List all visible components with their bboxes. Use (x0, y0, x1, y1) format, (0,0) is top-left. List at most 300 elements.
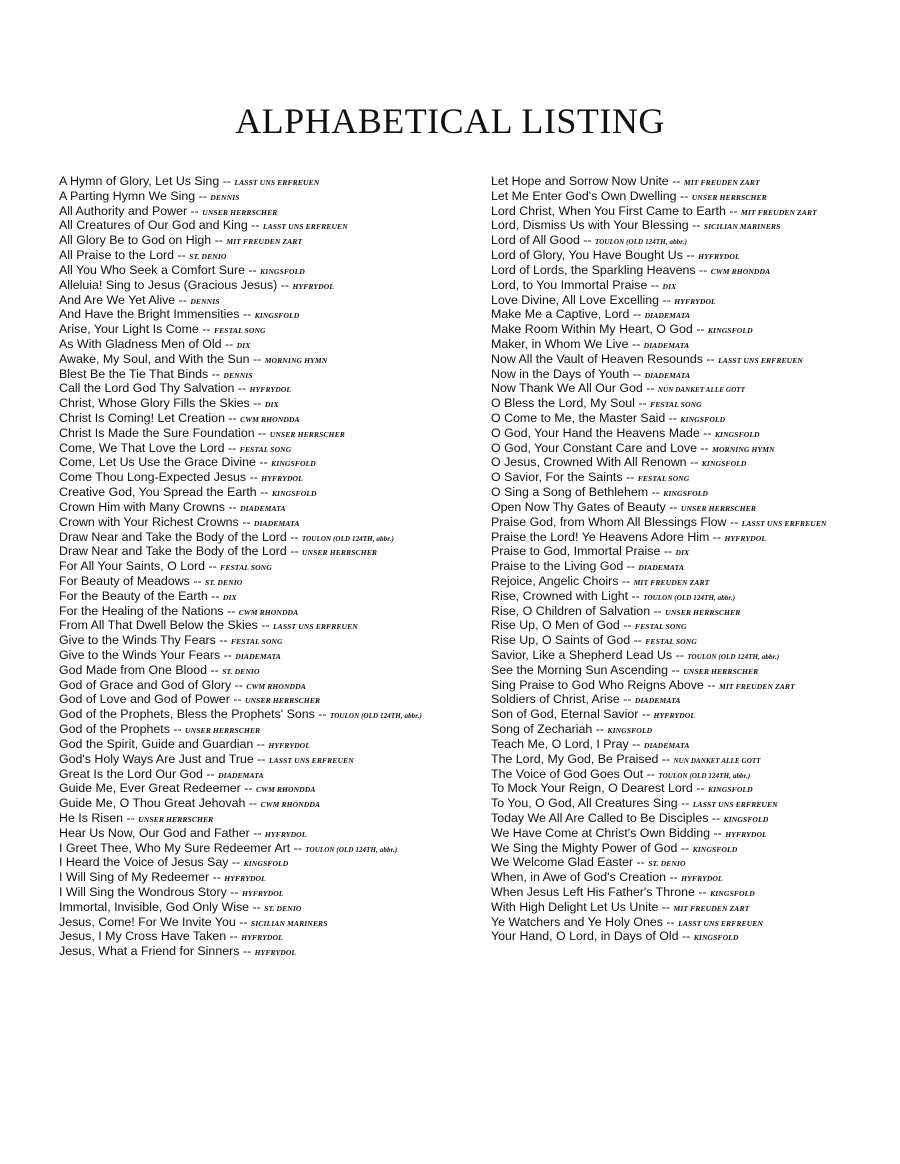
hymn-entry (491, 470, 891, 485)
separator-dashes: -- (579, 233, 595, 248)
hymn-title: To You, O God, All Creatures Sing (491, 796, 678, 811)
hymn-entry (59, 470, 469, 485)
separator-dashes: -- (226, 929, 242, 944)
hymn-title: Christ Is Made the Sure Foundation (59, 425, 255, 440)
hymn-title: Make Room Within My Heart, O God (491, 322, 693, 337)
separator-dashes: -- (211, 233, 227, 248)
hymn-title: Crown with Your Richest Crowns (59, 514, 239, 529)
hymn-entry (491, 826, 891, 841)
tune-name: UNSER HERRSCHER (138, 814, 214, 824)
hymn-title: God the Spirit, Guide and Guardian (59, 736, 254, 751)
tune-name: CWM RHONDDA (260, 800, 321, 810)
hymn-entry (59, 381, 469, 396)
separator-dashes: -- (187, 203, 203, 218)
tune-name: HYFRYDOL (261, 474, 303, 484)
tune-name: HYFRYDOL (264, 829, 307, 839)
hymn-entry (491, 737, 891, 752)
separator-dashes: -- (662, 914, 679, 929)
hymn-entry (59, 263, 469, 278)
tune-name: FESTAL SONG (637, 474, 690, 484)
hymn-title: I Heard the Voice of Jesus Say (59, 855, 229, 870)
tune-name: DIADEMATA (218, 770, 264, 780)
separator-dashes: -- (699, 425, 715, 440)
hymn-entry (59, 870, 469, 885)
tune-name: DIADEMATA (643, 740, 690, 750)
hymn-entry (59, 218, 469, 233)
hymn-title: God of Love and God of Power (59, 692, 230, 707)
separator-dashes: -- (634, 396, 651, 411)
separator-dashes: -- (253, 751, 269, 766)
tune-name: MIT FREUDEN ZART (740, 207, 817, 217)
separator-dashes: -- (692, 781, 708, 796)
hymn-title: Christ Is Coming! Let Creation (59, 411, 225, 425)
hymn-title: Love Divine, All Love Excelling (491, 292, 660, 307)
hymn-entry (491, 855, 891, 870)
hymn-entry (491, 915, 891, 930)
separator-dashes: -- (677, 840, 693, 855)
hymn-title: From All That Dwell Below the Skies (59, 618, 258, 633)
hymn-entry (59, 293, 469, 308)
separator-dashes: -- (694, 885, 711, 899)
hymn-entry (491, 278, 891, 293)
separator-dashes: -- (253, 736, 269, 751)
hymn-title: We Have Come at Christ's Own Bidding (491, 825, 711, 840)
hymn-entry (59, 411, 469, 426)
hymn-entry (491, 692, 891, 707)
tune-name: ST. DENIO (264, 903, 302, 913)
hymn-title: We Sing the Mighty Power of God (491, 840, 678, 855)
hymn-title: I Will Sing of My Redeemer (59, 870, 210, 885)
tune-name: HYFRYDOL (292, 281, 335, 291)
separator-dashes: -- (247, 218, 263, 233)
hymn-title: Praise God, from Whom All Blessings Flow (491, 514, 727, 529)
tune-name: MIT FREUDEN ZART (226, 237, 303, 247)
separator-dashes: -- (629, 307, 645, 322)
hymn-title: Lord of Lords, the Sparkling Heavens (491, 262, 696, 277)
hymn-entry (491, 796, 891, 811)
tune-name: ST. DENIO (222, 666, 260, 676)
hymn-title: We Welcome Glad Easter (491, 855, 634, 870)
hymn-entry (491, 663, 891, 678)
tune-name: CWM RHONDDA (255, 785, 316, 795)
hymn-entry (491, 781, 891, 796)
separator-dashes: -- (235, 914, 251, 929)
tune-name: KINGSFOLD (723, 814, 769, 824)
separator-dashes: -- (622, 470, 638, 485)
hymn-title: A Parting Hymn We Sing (59, 188, 196, 203)
hymn-title: Song of Zechariah (491, 722, 593, 737)
tune-name: DIADEMATA (240, 503, 286, 513)
separator-dashes: -- (692, 322, 708, 337)
tune-name: HYFRYDOL (241, 889, 284, 898)
hymn-title: Let Hope and Sorrow Now Unite (491, 174, 669, 188)
separator-dashes: -- (710, 825, 726, 840)
separator-dashes: -- (643, 766, 659, 781)
hymn-entry (491, 411, 891, 426)
hymn-entry (491, 929, 891, 944)
tune-name: FESTAL SONG (650, 400, 702, 410)
hymn-entry (59, 500, 469, 515)
separator-dashes: -- (665, 499, 681, 514)
hymn-title: When, in Awe of God's Creation (491, 870, 667, 885)
hymn-entry (59, 692, 469, 707)
hymn-entry (491, 811, 891, 826)
hymn-title: To Mock Your Reign, O Dearest Lord (491, 781, 693, 796)
hymn-title: And Are We Yet Alive (59, 292, 176, 307)
separator-dashes: -- (660, 544, 676, 559)
hymn-title: All Glory Be to God on High (59, 233, 212, 248)
hymn-entry (491, 455, 891, 470)
tune-name: LASST UNS ERFREUEN (692, 800, 778, 810)
separator-dashes: -- (175, 292, 191, 307)
hymn-entry (491, 530, 891, 545)
tune-name: DENNIS (223, 370, 253, 380)
separator-dashes: -- (592, 722, 608, 737)
hymn-entry (59, 189, 469, 204)
hymn-entry (491, 633, 891, 648)
separator-dashes: -- (195, 188, 211, 203)
tune-name: DIADEMATA (634, 696, 681, 706)
hymn-entry (491, 337, 891, 352)
hymn-title: Now in the Days of Youth (491, 366, 630, 381)
separator-dashes: -- (668, 662, 684, 677)
separator-dashes: -- (205, 559, 221, 574)
hymn-title: Rise, Crowned with Light (491, 588, 629, 603)
hymn-entry (59, 915, 469, 930)
hymn-entry (491, 381, 891, 396)
separator-dashes: -- (174, 248, 190, 263)
hymn-title: Come, Let Us Use the Grace Divine (59, 455, 256, 470)
hymn-entry (491, 307, 891, 322)
hymn-title: With High Delight Let Us Unite (491, 899, 659, 914)
hymn-title: Son of God, Eternal Savior (491, 707, 639, 722)
hymn-title: Arise, Your Light Is Come (59, 322, 199, 337)
hymn-title: Guide Me, O Thou Great Jehovah (59, 796, 246, 811)
hymn-entry (491, 870, 891, 885)
separator-dashes: -- (277, 277, 293, 292)
hymn-entry (59, 396, 469, 411)
tune-name: SICILIAN MARINERS (250, 918, 328, 928)
tune-name: DIADEMATA (644, 311, 691, 321)
hymn-title: Draw Near and Take the Body of the Lord (59, 529, 287, 544)
hymn-title: Your Hand, O Lord, in Days of Old (491, 929, 679, 944)
hymn-title: Come, We That Love the Lord (59, 440, 225, 455)
hymn-title: Jesus, Come! For We Invite You (59, 914, 236, 929)
hymn-title: God of the Prophets, Bless the Prophets' Sons (59, 707, 315, 722)
tune-name: KINGSFOLD (701, 459, 747, 469)
hymn-entry (491, 841, 891, 856)
tune-name: DIADEMATA (643, 340, 690, 350)
separator-dashes: -- (638, 707, 654, 722)
tune-name: LASST UNS ERFREUEN (678, 918, 764, 928)
hymn-entry (59, 426, 469, 441)
tune-name: HYFRYDOL (241, 933, 283, 943)
hymn-title: See the Morning Sun Ascending (491, 662, 669, 677)
separator-dashes: -- (658, 899, 674, 914)
hymn-title: Rise Up, O Saints of God (491, 633, 631, 648)
hymn-title: God of Grace and God of Glory (59, 677, 232, 692)
hymn-entry (59, 337, 469, 352)
hymn-entry (59, 929, 469, 944)
separator-dashes: -- (254, 425, 270, 440)
tune-name: CWM RHONDDA (240, 415, 300, 424)
hymn-entry (59, 737, 469, 752)
tune-name: LASST UNS ERFREUEN (234, 178, 320, 187)
separator-dashes: -- (202, 766, 219, 781)
hymn-title: The Lord, My God, Be Praised (491, 751, 659, 766)
tune-name: KINGSFOLD (714, 429, 760, 439)
hymn-title: O Come to Me, the Master Said (491, 411, 666, 425)
hymn-title: I Will Sing the Wondrous Story (59, 885, 227, 899)
hymn-entry (491, 204, 891, 219)
tune-name: KINGSFOLD (680, 415, 726, 424)
tune-name: UNSER HERRSCHER (691, 192, 767, 202)
tune-name: KINGSFOLD (271, 459, 316, 469)
tune-name: DENNIS (190, 296, 220, 306)
tune-name: LASST UNS ERFREUEN (718, 355, 803, 365)
tune-name: LASST UNS ERFREUEN (741, 518, 827, 528)
hymn-entry (491, 367, 891, 382)
tune-name: KINGSFOLD (693, 933, 739, 943)
hymn-entry (59, 767, 469, 782)
separator-dashes: -- (668, 174, 684, 188)
hymn-entry (59, 485, 469, 500)
hymn-entry (491, 618, 891, 633)
hymn-entry (491, 441, 891, 456)
hymn-entry (59, 441, 469, 456)
tune-name: UNSER HERRSCHER (269, 429, 345, 439)
tune-name: LASST UNS ERFREUEN (272, 622, 358, 632)
hymn-title: Praise to the Living God (491, 559, 624, 574)
separator-dashes: -- (623, 559, 639, 574)
separator-dashes: -- (688, 218, 704, 233)
separator-dashes: -- (215, 633, 231, 648)
tune-name: HYFRYDOL (674, 296, 716, 306)
hymn-title: God Made from One Blood (59, 662, 208, 677)
hymn-entry (491, 248, 891, 263)
hymn-title: Ye Watchers and Ye Holy Ones (491, 914, 663, 929)
hymn-entry (491, 604, 891, 619)
separator-dashes: -- (709, 529, 725, 544)
tune-name: FESTAL SONG (239, 444, 292, 454)
separator-dashes: -- (219, 174, 235, 188)
hymn-title: Praise the Lord! Ye Heavens Adore Him (491, 529, 710, 544)
hymn-title: O God, Your Hand the Heavens Made (491, 425, 700, 440)
tune-name: TOULON (OLD 124TH, abbr.) (305, 845, 398, 854)
tune-name: HYFRYDOL (653, 711, 696, 721)
hymn-entry (59, 796, 469, 811)
tune-name: TOULON (OLD 124TH, abbr.) (658, 771, 751, 780)
hymn-entry (491, 500, 891, 515)
tune-name: DIX (675, 548, 690, 558)
hymn-entry (59, 278, 469, 293)
hymn-entry (59, 204, 469, 219)
hymn-entry (59, 855, 469, 870)
separator-dashes: -- (246, 470, 262, 485)
hymn-entry (59, 648, 469, 663)
tune-name: UNSER HERRSCHER (185, 726, 261, 736)
hymn-title: Rejoice, Angelic Choirs (491, 573, 619, 588)
tune-name: LASST UNS ERFREUEN (268, 755, 354, 765)
hymn-title: Immortal, Invisible, God Only Wise (59, 899, 250, 914)
tune-name: LASST UNS ERFREUEN (262, 222, 348, 232)
tune-name: ST. DENIO (205, 577, 243, 587)
separator-dashes: -- (207, 588, 223, 603)
hymn-entry (491, 263, 891, 278)
tune-name: KINGSFOLD (607, 726, 653, 736)
hymn-title: Lord Christ, When You First Came to Earth (491, 203, 726, 218)
hymn-title: Rise, O Children of Salvation (491, 603, 651, 618)
tune-name: DENNIS (210, 192, 240, 202)
separator-dashes: -- (234, 381, 250, 396)
hymn-title: Alleluia! Sing to Jesus (Gracious Jesus) (59, 277, 278, 292)
separator-dashes: -- (255, 455, 272, 470)
separator-dashes: -- (630, 633, 646, 648)
separator-dashes: -- (642, 381, 658, 396)
hymn-title: All You Who Seek a Comfort Sure (59, 262, 245, 277)
hymn-entry (59, 233, 469, 248)
separator-dashes: -- (290, 840, 306, 855)
hymn-title: Soldiers of Christ, Arise (491, 692, 620, 707)
separator-dashes: -- (238, 514, 254, 529)
hymn-entry (59, 781, 469, 796)
tune-name: CWM RHONDDA (238, 607, 299, 617)
hymn-title: Great Is the Lord Our God (59, 766, 203, 781)
separator-dashes: -- (703, 677, 719, 692)
hymn-entry (491, 589, 891, 604)
separator-dashes: -- (208, 366, 224, 381)
hymn-entry (491, 885, 891, 900)
hymn-title: Lord of Glory, You Have Bought Us (491, 248, 683, 263)
hymn-title: Let Me Enter God's Own Dwelling (491, 188, 677, 203)
tune-name: NUN DANKET ALLE GOTT (657, 386, 745, 395)
hymn-title: Sing Praise to God Who Reigns Above (491, 677, 704, 692)
hymn-entry (491, 485, 891, 500)
tune-name: UNSER HERRSCHER (301, 548, 378, 558)
hymn-title: All Authority and Power (59, 203, 188, 218)
tune-name: MORNING HYMN (264, 355, 328, 365)
separator-dashes: -- (224, 499, 241, 514)
tune-name: KINGSFOLD (692, 844, 738, 854)
separator-dashes: -- (628, 736, 644, 751)
hymn-title: Lord, to You Immortal Praise (491, 277, 648, 292)
tune-name: KINGSFOLD (260, 266, 305, 276)
hymn-title: O Bless the Lord, My Soul (491, 396, 635, 411)
separator-dashes: -- (665, 411, 681, 425)
tune-name: NUN DANKET ALLE GOTT (673, 756, 761, 765)
separator-dashes: -- (240, 781, 256, 796)
hymn-title: Jesus, I My Cross Have Taken (59, 929, 227, 944)
tune-name: KINGSFOLD (710, 889, 755, 898)
hymn-entry (59, 248, 469, 263)
tune-name: FESTAL SONG (634, 622, 687, 632)
tune-name: CWM RHONDDA (246, 681, 306, 691)
tune-name: TOULON (OLD 124TH, abbr.) (687, 653, 780, 661)
separator-dashes: -- (314, 707, 330, 722)
page-title: ALPHABETICAL LISTING (235, 101, 665, 141)
hymn-title: Give to the Winds Your Fears (59, 648, 221, 662)
hymn-entry (491, 574, 891, 589)
hymn-title: As With Gladness Men of Old (59, 336, 222, 351)
hymn-entry (491, 648, 891, 663)
hymn-title: All Praise to the Lord (59, 248, 175, 263)
separator-dashes: -- (682, 248, 699, 263)
tune-name: UNSER HERRSCHER (680, 503, 757, 513)
tune-name: SICILIAN MARINERS (703, 222, 781, 232)
tune-name: ST. DENIO (189, 252, 227, 262)
hymn-entry (59, 663, 469, 678)
hymn-entry (59, 530, 469, 545)
tune-name: CWM RHONDDA (710, 266, 771, 276)
tune-name: MIT FREUDEN ZART (683, 178, 760, 187)
tune-name: HYFRYDOL (724, 533, 767, 543)
hymn-entry (491, 218, 891, 233)
hymn-entry (491, 174, 891, 189)
hymn-entry (59, 811, 469, 826)
hymn-entry (59, 589, 469, 604)
separator-dashes: -- (619, 618, 635, 633)
tune-name: KINGSFOLD (243, 859, 289, 869)
hymn-title: I Greet Thee, Who My Sure Redeemer Art (59, 840, 291, 855)
separator-dashes: -- (628, 588, 644, 603)
hymn-title: The Voice of God Goes Out (491, 766, 644, 781)
separator-dashes: -- (198, 322, 214, 337)
hymn-entry (59, 678, 469, 693)
separator-dashes: -- (629, 366, 645, 381)
separator-dashes: -- (650, 603, 666, 618)
hymn-title: O God, Your Constant Care and Love (491, 440, 697, 455)
hymn-title: Blest Be the Tie That Binds (59, 366, 209, 381)
hymn-entry (491, 293, 891, 308)
hymn-title: For Beauty of Meadows (59, 573, 190, 588)
hymn-list-left-column (59, 174, 469, 959)
hymn-title: Lord of All Good (491, 233, 580, 248)
tune-name: DIX (264, 400, 279, 410)
separator-dashes: -- (708, 810, 724, 825)
tune-name: KINGSFOLD (707, 326, 753, 336)
tune-name: KINGSFOLD (663, 489, 708, 499)
hymn-title: Praise to God, Immortal Praise (491, 544, 661, 559)
separator-dashes: -- (226, 885, 242, 899)
separator-dashes: -- (249, 899, 265, 914)
hymn-title: A Hymn of Glory, Let Us Sing (59, 174, 220, 188)
tune-name: HYFRYDOL (268, 740, 310, 750)
tune-name: UNSER HERRSCHER (202, 207, 278, 217)
hymn-title: Make Me a Captive, Lord (491, 307, 630, 322)
separator-dashes: -- (231, 677, 247, 692)
hymn-entry (491, 189, 891, 204)
hymn-title: And Have the Bright Immensities (59, 307, 240, 322)
tune-name: DIADEMATA (253, 518, 300, 528)
separator-dashes: -- (223, 603, 239, 618)
hymn-title: Christ, Whose Glory Fills the Skies (59, 396, 250, 411)
tune-name: UNSER HERRSCHER (244, 696, 321, 706)
hymn-title: Guide Me, Ever Great Redeemer (59, 781, 241, 796)
hymn-entry (59, 322, 469, 337)
tune-name: KINGSFOLD (271, 489, 317, 499)
separator-dashes: -- (244, 262, 261, 277)
hymn-title: Now All the Vault of Heaven Resounds (491, 351, 703, 366)
hymn-title: For the Healing of the Nations (59, 603, 224, 618)
hymn-entry (59, 604, 469, 619)
separator-dashes: -- (221, 336, 237, 351)
tune-name: HYFRYDOL (254, 948, 297, 958)
separator-dashes: -- (696, 440, 713, 455)
hymn-entry (491, 396, 891, 411)
separator-dashes: -- (239, 307, 255, 322)
separator-dashes: -- (209, 870, 225, 885)
separator-dashes: -- (286, 544, 302, 559)
